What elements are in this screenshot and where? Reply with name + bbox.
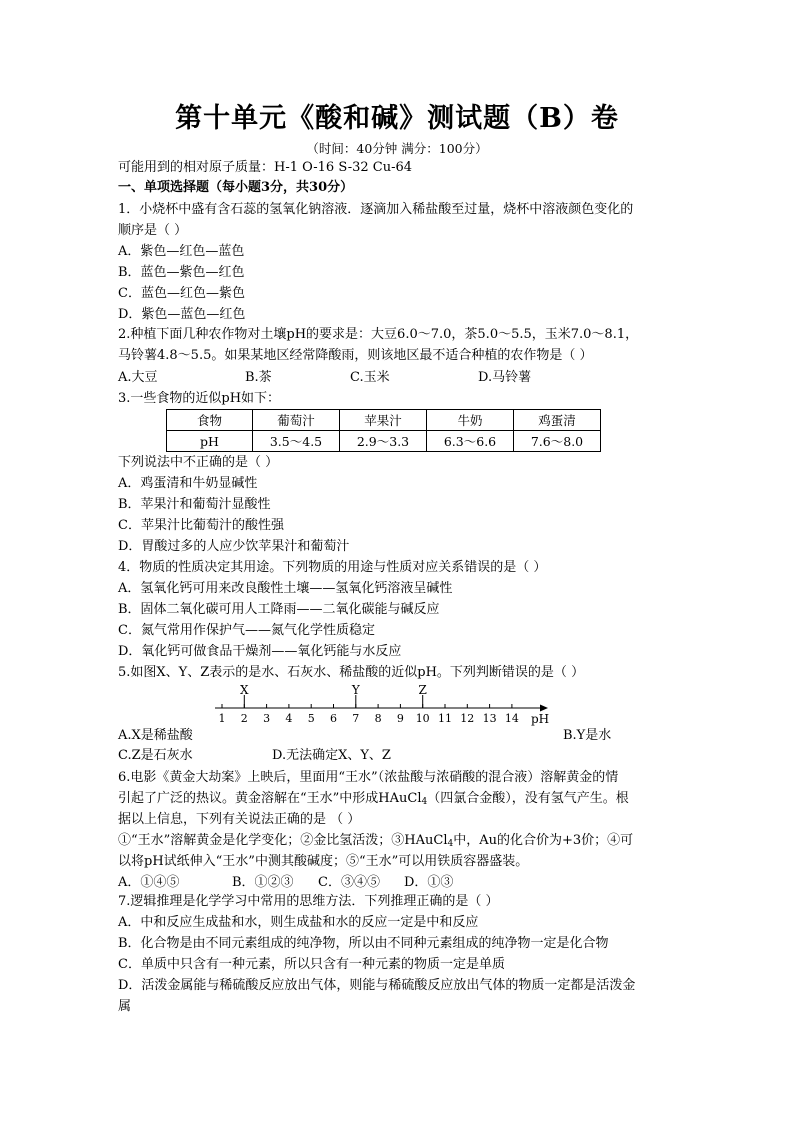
table-cell: 苹果汁: [340, 410, 427, 431]
q1-stem-cont: 顺序是（ ）: [118, 223, 188, 238]
q1-option-a: A．紫色—红色—蓝色: [118, 244, 245, 259]
axis-marker-label: Y: [351, 683, 360, 697]
axis-tick-label: 7: [352, 712, 360, 725]
q6-stem-cont: [118, 789, 688, 812]
q6-statements: [118, 831, 688, 854]
q6-option-b: B．①②③: [232, 875, 294, 890]
q2-option-c: C.玉米: [350, 370, 390, 385]
q7-option-b: B．化合物是由不同元素组成的纯净物，所以由不同种元素组成的纯净物一定是化合物: [118, 936, 609, 951]
q6-statements-cont: 以将pH试纸伸入“王水”中测其酸碱度；⑤“王水”可以用铁质容器盛装。: [118, 854, 529, 869]
q1-stem: 1．小烧杯中盛有含石蕊的氢氧化钠溶液．逐滴加入稀盐酸至过量，烧杯中溶液颜色变化的: [118, 202, 634, 217]
axis-tick-label: 6: [330, 712, 337, 725]
axis-tick-label: 11: [438, 712, 452, 725]
q1-option-d: D．紫色—蓝色—红色: [118, 307, 246, 322]
q4-option-c: C．氮气常用作保护气——氮气化学性质稳定: [118, 623, 375, 638]
q7-option-c: C．单质中只含有一种元素，所以只含有一种元素的物质一定是单质: [118, 957, 505, 972]
axis-tick-label: 1: [218, 712, 226, 725]
table-cell: 6.3～6.6: [427, 431, 514, 452]
q2-stem-cont: 马铃薯4.8～5.5。如果某地区经常降酸雨，则该地区最不适合种植的农作物是（ ）: [118, 348, 593, 363]
axis-tick-label: 12: [460, 712, 475, 725]
q6-stem2-text: 引起了广泛的热议。黄金溶解在“王水”中形成HAuCl: [118, 791, 422, 806]
q5-option-a: A.X是稀盐酸: [118, 728, 193, 743]
ph-table: [166, 409, 601, 452]
table-cell: 鸡蛋清: [514, 410, 601, 431]
q2-stem: 2.种植下面几种农作物对土壤pH的要求是：大豆6.0～7.0，茶5.0～5.5，玉米7.0～8.1，: [118, 327, 639, 342]
table-row: [167, 431, 601, 452]
q7-option-a: A．中和反应生成盐和水，则生成盐和水的反应一定是中和反应: [118, 915, 479, 930]
table-cell: 葡萄汁: [253, 410, 340, 431]
axis-tick-label: 8: [374, 712, 382, 725]
q6-statements-text-cont: 中，Au的化合价为+3价；④可: [453, 833, 634, 848]
axis-tick-label: 10: [415, 712, 430, 725]
q4-option-b: B．固体二氧化碳可用人工降雨——二氧化碳能与碱反应: [118, 602, 440, 617]
q5-stem: 5.如图X、Y、Z表示的是水、石灰水、稀盐酸的近似pH。下列判断错误的是（ ）: [118, 665, 585, 680]
q4-option-d: D．氧化钙可做食品干燥剂——氧化钙能与水反应: [118, 644, 402, 659]
q6-option-d: D．①③: [404, 875, 454, 890]
q3-option-d: D．胃酸过多的人应少饮苹果汁和葡萄汁: [118, 539, 350, 554]
q4-option-a: A．氢氧化钙可用来改良酸性土壤——氢氧化钙溶液呈碱性: [118, 581, 453, 596]
exam-time-score: （时间：40分钟 满分：100分）: [306, 141, 488, 156]
q6-option-c: C．③④⑤: [318, 875, 380, 890]
axis-tick-label: 3: [263, 712, 271, 725]
q6-option-a: A．①④⑤: [118, 875, 180, 890]
q3-option-c: C．苹果汁比葡萄汁的酸性强: [118, 518, 284, 533]
table-cell: 7.6～8.0: [514, 431, 601, 452]
q7-option-d: D．活泼金属能与稀硫酸反应放出气体，则能与稀硫酸反应放出气体的物质一定都是活泼金: [118, 978, 636, 993]
axis-unit-label: pH: [531, 712, 550, 726]
table-cell: pH: [167, 431, 253, 452]
q6-subscript: 4: [421, 797, 428, 807]
q3-stem: 3.一些食物的近似pH如下：: [118, 391, 281, 406]
q3-question: 下列说法中不正确的是（ ）: [118, 455, 279, 470]
axis-marker-label: Z: [418, 683, 427, 697]
q7-option-d-cont: 属: [118, 999, 132, 1014]
axis-tick-label: 13: [482, 712, 497, 725]
section-heading: 一、单项选择题（每小题3分，共30分）: [118, 180, 354, 195]
q5-option-b: B.Y是水: [563, 728, 612, 743]
table-header-row: [167, 410, 601, 431]
q3-option-b: B．苹果汁和葡萄汁显酸性: [118, 497, 271, 512]
page-title: 第十单元《酸和碱》测试题（B）卷: [175, 103, 619, 134]
q6-statements-text: ①“王水”溶解黄金是化学变化；②金比氢活泼；③HAuCl: [118, 833, 448, 848]
table-cell: 牛奶: [427, 410, 514, 431]
axis-tick-label: 4: [285, 712, 293, 725]
table-cell: 3.5～4.5: [253, 431, 340, 452]
q1-option-c: C．蓝色—红色—紫色: [118, 286, 245, 301]
q3-option-a: A．鸡蛋清和牛奶显碱性: [118, 476, 258, 491]
q4-stem: 4．物质的性质决定其用途。下列物质的用途与性质对应关系错误的是（ ）: [118, 560, 547, 575]
q6-stem2-text-cont: （四氯合金酸），没有氢气产生。根: [427, 791, 629, 806]
axis-arrow: [540, 705, 548, 712]
axis-tick-label: 14: [504, 712, 519, 725]
atomic-masses: 可能用到的相对原子质量：H-1 O-16 S-32 Cu-64: [118, 160, 413, 175]
q7-stem: 7.逻辑推理是化学学习中常用的思维方法．下列推理正确的是（ ）: [118, 894, 499, 909]
q6-stem-end: 据以上信息，下列有关说法正确的是 （ ）: [118, 812, 361, 827]
q2-option-b: B.茶: [245, 370, 272, 385]
axis-tick-label: 5: [307, 712, 315, 725]
q1-option-b: B．蓝色—紫色—红色: [118, 265, 245, 280]
q6-subscript: 4: [447, 839, 454, 849]
q5-option-d: D.无法确定X、Y、Z: [272, 748, 391, 763]
axis-marker-label: X: [240, 683, 249, 697]
table-cell: 2.9～3.3: [340, 431, 427, 452]
q5-option-c: C.Z是石灰水: [118, 748, 193, 763]
q6-stem: 6.电影《黄金大劫案》上映后，里面用“王水”（浓盐酸与浓硝酸的混合液）溶解黄金的情: [118, 770, 619, 785]
axis-tick-label: 2: [240, 712, 248, 725]
table-cell: 食物: [167, 410, 253, 431]
ph-number-line: [200, 682, 560, 728]
q2-option-d: D.马铃薯: [478, 370, 532, 385]
q2-option-a: A.大豆: [118, 370, 158, 385]
axis-tick-label: 9: [396, 712, 404, 725]
